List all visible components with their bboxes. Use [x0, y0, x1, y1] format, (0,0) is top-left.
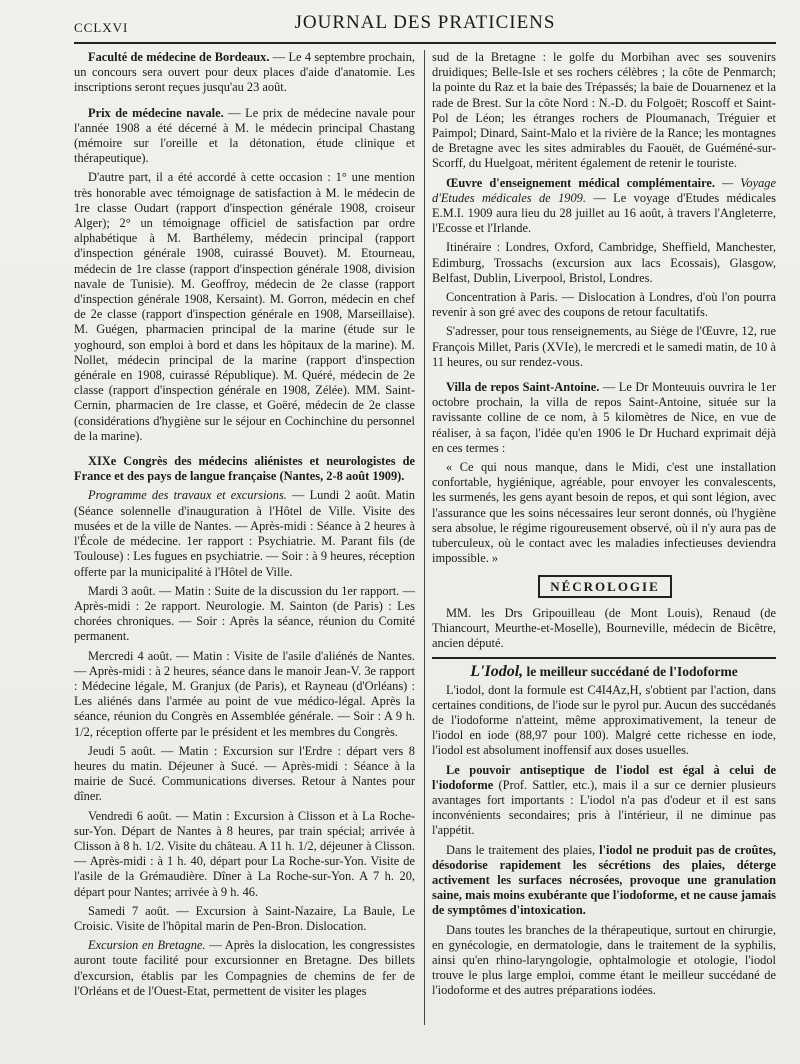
congres-mardi: Mardi 3 août. — Matin : Suite de la discussion du 1er rapport. — Après-midi : 2e rapport. Neurologie. M. Sainton (de Paris) : Les chorées chroniques. — Soir : Après la séance, réunion du Comité permanent.: [74, 583, 415, 644]
iodol-p3-bold: l'iodol ne produit pas de croûtes, désodorise rapidement les sécrétions des plaies, déterge activement les surfaces nécrosées, provoque une granulation saine, mais moins exubérante que l'iodoforme, et ne cause jamais de symptômes d'intoxication.: [432, 842, 776, 918]
villa-text: — Le Dr Monteuuis ouvrira le 1er octobre prochain, la villa de repos Saint-Antoine, située sur la ravissante colline de ce nom, à 5 kilomètres de Nice, en vue de réaliser, à sa façon, l'idée qu'en 1906 le Dr Huchard exprimait déjà en ces termes :: [432, 380, 776, 455]
navale-paragraph-2: D'autre part, il a été accordé à cette occasion : 1° une mention très honorable avec témoignage de satisfaction à M. le médecin de 1re classe Oudart (rapport d'inspection générale 1908, croiseur Alger); 2° un témoignage officiel de satisfaction par ordre alphabétique à M. Barthélemy, médecin principal (rapport d'inspection générale 1908, cuirassé Bouvet). M. Etourneau, médecin de 1re classe (rapport d'inspection générale 1908, division navale de Tunisie). M. Geoffroy, médecin de 2e classe (rapport d'inspection générale 1908, Kersaint). M. Gorron, médecin en chef de 2e classe (rapport d'inspection générale en 1908, Marseillaise). M. Guégen, pharmacien principal de la marine (étude sur le yoghourd, son emploi à bord et dans les hôpitaux de la marine). M. Nollet, médecin principal de la marine (rapport d'inspection générale en 1908, cuirassé République). M. Quéré, médecin de 2e classe (rapport d'inspection générale en 1908, Zélée). MM. Saint-Cernin, pharmacien de 1re classe, et Goëré, médecin de 2e classe (considérations d'hygiène sur le séjour en Cochinchine du personnel de la marine).: [74, 170, 415, 443]
page-number: CCLXVI: [74, 20, 129, 35]
oeuvre-concentration: Concentration à Paris. — Dislocation à Londres, d'où l'on pourra revenir à son gré avec des coupons de retour facultatifs.: [432, 290, 776, 320]
congres-title: XIXe Congrès des médecins aliénistes et neurologistes de France et des pays de langue française (Nantes, 2-8 août 1909).: [74, 454, 415, 484]
navale-title: Prix de médecine navale.: [88, 105, 224, 120]
iodol-paragraph-2: [432, 763, 776, 839]
necrologie-heading: NÉCROLOGIE: [538, 575, 672, 598]
iodol-title-rest: le meilleur succédané de l'Iodoforme: [526, 664, 738, 680]
oeuvre-notice: [432, 176, 776, 237]
iodol-title: [432, 664, 776, 679]
iodol-paragraph-4: Dans toutes les branches de la thérapeutique, surtout en chirurgie, en gynécologie, en dermatologie, dans le traitement de la syphilis, ainsi qu'en rhino-laryngologie, ophtalmologie et otologie, l'iodol trouve le plus large emploi, comme étant le meilleur succédané de l'iodoforme et des autres préparations iodées.: [432, 922, 776, 998]
villa-quote: « Ce qui nous manque, dans le Midi, c'est une installation confortable, hygiénique, agréable, pour envoyer les convalescents, les surmenés, les gens ayant besoin de repos, et qui sont légion, avec l'assurance que les soins nécessaires leur seront donnés, où l'hygiène sera absolue, le régime rigoureusement observé, où il n'y aura pas de tuberculeux, où le contact avec les maladies infectieuses deviendra impossible. »: [432, 460, 776, 566]
iodol-p3-start: Dans le traitement des plaies,: [446, 842, 596, 857]
oeuvre-title: Œuvre d'enseignement médical complémentaire.: [446, 175, 715, 190]
lundi-text: — Lundi 2 août. Matin (Séance solennelle d'inauguration à l'Hôtel de Ville. Visite des musées et de la ville de Nantes. — Après-midi : Séance à 2 heures à l'École de médecine. 1er rapport : Psychiatrie. M. Parant fils (de Toulouse) : Les fugues en psychiatrie. — Soir : à 9 heures, réception offerte par la municipalité à l'Hôtel de Ville.: [74, 488, 415, 579]
congres-mercredi: Mercredi 4 août. — Matin : Visite de l'asile d'aliénés de Nantes. — Après-midi : à 2 heures, séance dans le manoir Jean-V. 3e rapport : Médecine légale, M. Granjux (de Paris), et Rayneau (d'Orléans) : Les aliénés dans l'armée au point de vue médico-légal. Après la séance, réunion du Congrès en Assemblée générale. — Soir : A 9 h. 1/2, réception offerte par le président et les membres du Congrès.: [74, 648, 415, 739]
section-rule: [432, 657, 776, 659]
navale-text: — Le prix de médecine navale pour l'année 1908 a été décerné à M. le médecin principal Chastang (mémoire sur l'oreille et la détonation, étude clinique et thérapeutique).: [74, 105, 415, 166]
iodol-p2-rest: (Prof. Sattler, etc.), mais il a sur ce dernier plusieurs avantages fort importants : L'iodol n'a pas d'odeur et il est sans inconvénients secondaires; pris à l'intérieur, il ne diminue pas l'appétit.: [432, 777, 776, 838]
iodol-p2-bold: Le pouvoir antiseptique de l'iodol est égal à celui de l'iodoforme: [432, 762, 776, 792]
congres-excursion: [74, 938, 415, 999]
oeuvre-itineraire: Itinéraire : Londres, Oxford, Cambridge, Sheffield, Manchester, Edimburg, Trossachs (excursion aux lacs Ecossais), Glasgow, Belfast, Dublin, Liverpool, Bristol, Londres.: [432, 240, 776, 285]
congres-lundi: [74, 488, 415, 579]
oeuvre-text: — Le voyage d'Etudes médicales E.M.I. 1909 aura lieu du 28 juillet au 16 août, à travers l'Angleterre, l'Ecosse et l'Irlande.: [432, 190, 776, 236]
excursion-text: — Après la dislocation, les congressistes auront toute facilité pour excursionner en Bretagne. Des billets d'excursion, établis par les Compagnies de chemins de fer de l'Orléans et de l'Ouest-Etat, permettent de visiter les plages: [74, 938, 415, 998]
villa-title: Villa de repos Saint-Antoine.: [446, 380, 600, 395]
left-column: [74, 50, 415, 1003]
villa-notice: [432, 380, 776, 456]
iodol-brand: L'Iodol,: [470, 663, 524, 681]
bordeaux-text: — Le 4 septembre prochain, un concours sera ouvert pour deux places d'aide d'anatomie. Les inscriptions seront reçues jusqu'au 23 août.: [74, 50, 415, 95]
iodol-paragraph-1: L'iodol, dont la formule est C4I4Az,H, s'obtient par l'action, dans certaines conditions, de l'iode sur le pyrol pur. Aucun des succédanés de l'iodoforme n'atteint, même approximativement, la teneur de l'iodol en iode (88,97 pour 100). Malgré cette richesse en iode, l'iodol est absolument inoffensif aux doses usuelles.: [432, 682, 776, 758]
page-header: [74, 6, 776, 44]
right-column: [432, 50, 776, 1003]
iodol-paragraph-3: [432, 843, 776, 919]
programme-label: Programme des travaux et excursions.: [88, 488, 287, 503]
oeuvre-adresser: S'adresser, pour tous renseignements, au Siège de l'Œuvre, 12, rue François Millet, Paris (XVIe), le mercredi et le samedi matin, de 10 à 11 heures, ou sur rendez-vous.: [432, 324, 776, 369]
navale-notice: [74, 106, 415, 167]
column-divider: [424, 50, 425, 1025]
necrologie-text: MM. les Drs Gripouilleau (de Mont Louis), Renaud (de Thiancourt, Meurthe-et-Moselle), Bourneville, médecin de Bicêtre, ancien député.: [432, 605, 776, 651]
oeuvre-label: — Voyage d'Etudes médicales de 1909.: [432, 175, 776, 205]
bretagne-continued: sud de la Bretagne : le golfe du Morbihan avec ses souvenirs druidiques; Belle-Isle et ses rochers célèbres ; la côte de Penmarch; la pointe du Raz et la baie des Trépassés; la baie de Douarnenez et la rade de Brest. Sur la côte Nord : N.-D. du Folgoët; Roscoff et Saint-Pol de Léon; les étranges rochers de Ploumanach, Tréguier et Paimpol; Dinard, Saint-Malo et la rivière de la Rance; les montagnes de Bretagne avec les sites admirables du Faouët, de Guéméné-sur-Scorff, du Huelgoat, méritent également de retenir le touriste.: [432, 50, 776, 171]
bordeaux-notice: [74, 50, 415, 96]
excursion-label: Excursion en Bretagne.: [88, 938, 206, 953]
congres-vendredi: Vendredi 6 août. — Matin : Excursion à Clisson et à La Roche-sur-Yon. Départ de Nantes à 8 heures, par train spécial; arrivée à Clisson à 8 h. 1/2. Visite du château. A 11 h. 1/2, déjeuner à Clisson. — Après-midi : à 1 h. 40, départ pour La Roche-sur-Yon. Visite de l'asile de la Grémaudière. Dîner à La Roche-sur-Yon. A 7 h. 20, départ pour Nantes; arrivée à 9 h. 46.: [74, 808, 415, 899]
congres-jeudi: Jeudi 5 août. — Matin : Excursion sur l'Erdre : départ vers 8 heures du matin. Déjeuner à Sucé. — Après-midi : Séance à la mairie de Sucé. Communications diverses. Retour à Nantes pour dîner.: [74, 743, 415, 804]
journal-title: JOURNAL DES PRATICIENS: [294, 12, 556, 33]
bordeaux-title: Faculté de médecine de Bordeaux.: [88, 50, 270, 64]
congres-samedi: Samedi 7 août. — Excursion à Saint-Nazaire, La Baule, Le Croisic. Visite de l'hôpital marin de Pen-Bron. Dislocation.: [74, 903, 415, 933]
